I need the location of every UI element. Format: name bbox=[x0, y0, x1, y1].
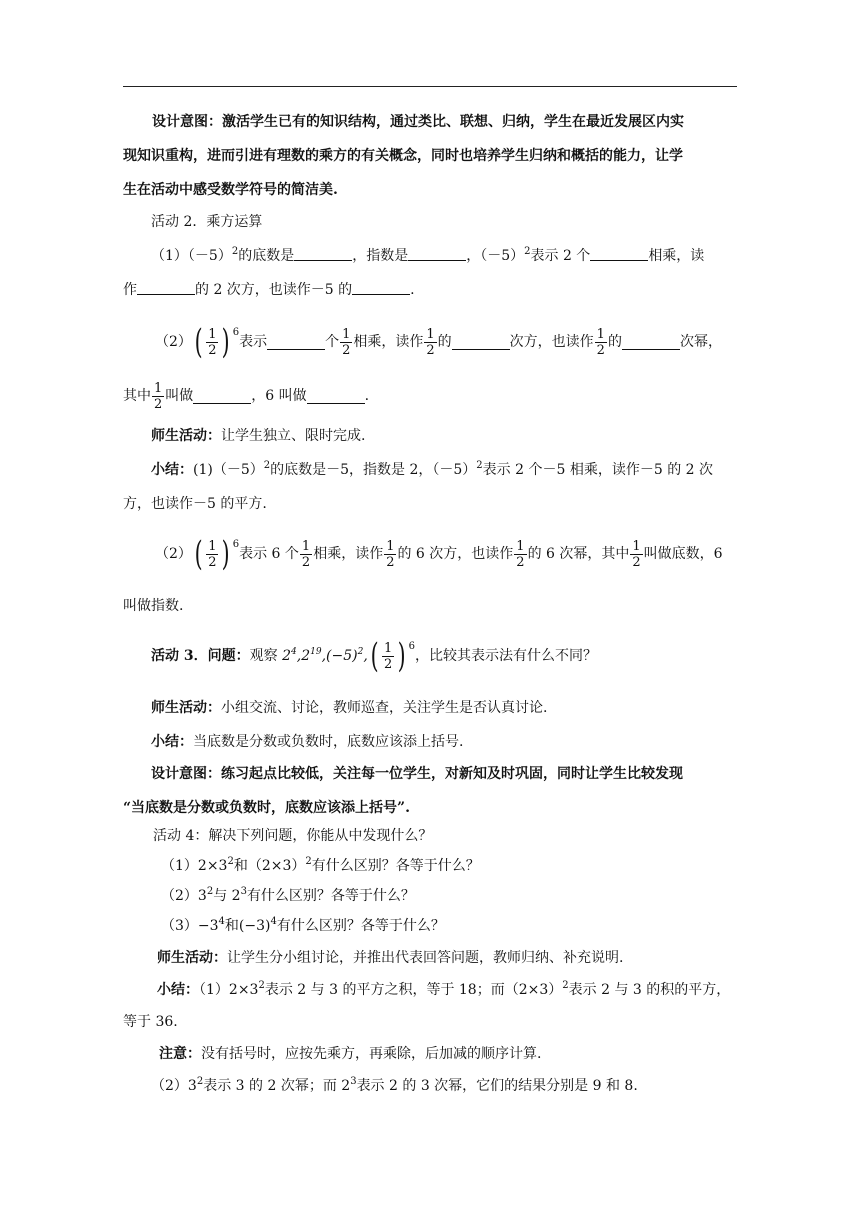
blank bbox=[622, 335, 680, 350]
design-intent-line-3: 生在活动中感受数学符号的简洁美. bbox=[123, 182, 338, 198]
power-expression: ( $\frac{1}{2}$ ) 6 bbox=[194, 322, 240, 362]
activity-3-question: 活动 3．问题： 观察 $2^4,2^{19},(-5)^2$, ( $\frac{1}{2}$ ) 6 ，比较其表示法有什么不同？ bbox=[151, 636, 597, 676]
summary-1-line-2: 方，也读作－5 的平方. bbox=[123, 496, 267, 512]
blank bbox=[137, 280, 195, 295]
summary-3-line-1: 小结：$(1)2\times 3^2$表示 2 与 3 的平方之积，等于 18；而$(2\times 3)^2$表示 2 与 3 的积的平方， bbox=[157, 980, 731, 998]
header-rule bbox=[123, 86, 737, 87]
activity-2-q2-line-1: （2） ( $\frac{1}{2}$ ) 6 表示 个 $\frac{1}{2}$ 相乘，读作 $\frac{1}{2}$ 的 次方，也读作 $\frac{1}{2}$ 的 次幂， bbox=[155, 322, 722, 362]
design-intent-2-line-1: 设计意图：练习起点比较低，关注每一位学生，对新知及时巩固，同时让学生比较发现 bbox=[151, 766, 683, 782]
summary-3-part-2: $(2)3^2$表示 3 的 2 次幂；而 $2^3$表示 2 的 3 次幂，它们的结果分别是 9 和 8. bbox=[151, 1076, 638, 1094]
activity-4-title: 活动 4：解决下列问题，你能从中发现什么？ bbox=[153, 828, 433, 844]
note: 注意：没有括号时，应按先乘方，再乘除，后加减的顺序计算. bbox=[159, 1046, 542, 1062]
blank bbox=[408, 246, 466, 261]
blank bbox=[352, 280, 410, 295]
blank bbox=[452, 335, 510, 350]
summary-1-part-2-line-1: （2） ( $\frac{1}{2}$ ) 6 表示 6 个 $\frac{1}{2}$ 相乘，读作 $\frac{1}{2}$ 的 6 次方，也读作 $\frac{1}{2}$ 的 6 次幂，其中 $\frac{1}{2}$ 叫做底数，6 bbox=[155, 534, 723, 574]
design-intent-line-1: 设计意图：激活学生已有的知识结构，通过类比、联想、归纳，学生在最近发展区内实 bbox=[152, 114, 684, 130]
activity-2-q1-line-1: $(1)(-5)^2$的底数是 ，指数是 ，$(-5)^2$表示 2 个 相乘，读 bbox=[151, 246, 705, 264]
power-expression: ( $\frac{1}{2}$ ) 6 bbox=[370, 636, 415, 676]
summary-2: 小结：当底数是分数或负数时，底数应该添上括号. bbox=[151, 734, 464, 750]
blank bbox=[193, 389, 251, 404]
teacher-activity-3: 师生活动：让学生分小组讨论，并推出代表回答问题，教师归纳、补充说明. bbox=[157, 950, 624, 966]
blank bbox=[590, 246, 648, 261]
summary-3-line-2: 等于 36. bbox=[123, 1014, 178, 1030]
activity-2-q1-line-2: 作 的 2 次方，也读作－5 的 . bbox=[123, 282, 415, 298]
activity-4-item-3: $(3)-3^4$和$(-3)^4$有什么区别？各等于什么？ bbox=[161, 916, 445, 934]
summary-1-part-2-line-2: 叫做指数. bbox=[123, 598, 184, 614]
summary-1-line-1: 小结：$(1)(-5)^2$的底数是－5，指数是 2，$(-5)^2$表示 2 个－5 相乘，读作－5 的 2 次 bbox=[151, 460, 714, 478]
activity-2-q2-line-2: 其中 $\frac{1}{2}$ 叫做 ，6 叫做 . bbox=[123, 380, 370, 412]
teacher-activity-1: 师生活动：让学生独立、限时完成. bbox=[151, 428, 366, 444]
blank bbox=[307, 389, 365, 404]
design-intent-line-2: 现知识重构，进而引进有理数的乘方的有关概念，同时也培养学生归纳和概括的能力，让学 bbox=[123, 148, 683, 164]
power-expression: ( $\frac{1}{2}$ ) 6 bbox=[194, 534, 240, 574]
blank bbox=[294, 246, 352, 261]
teacher-activity-2: 师生活动：小组交流、讨论，教师巡查，关注学生是否认真讨论. bbox=[151, 700, 548, 716]
design-intent-2-line-2: “当底数是分数或负数时，底数应该添上括号”. bbox=[123, 800, 410, 816]
activity-4-item-2: $(2)3^2$与 $2^3$有什么区别？各等于什么？ bbox=[161, 886, 415, 904]
activity-4-item-1: $(1)2\times 3^2$和$(2\times 3)^2$有什么区别？各等于什么？ bbox=[161, 856, 480, 874]
activity-2-title: 活动 2．乘方运算 bbox=[151, 214, 263, 230]
blank bbox=[267, 335, 325, 350]
